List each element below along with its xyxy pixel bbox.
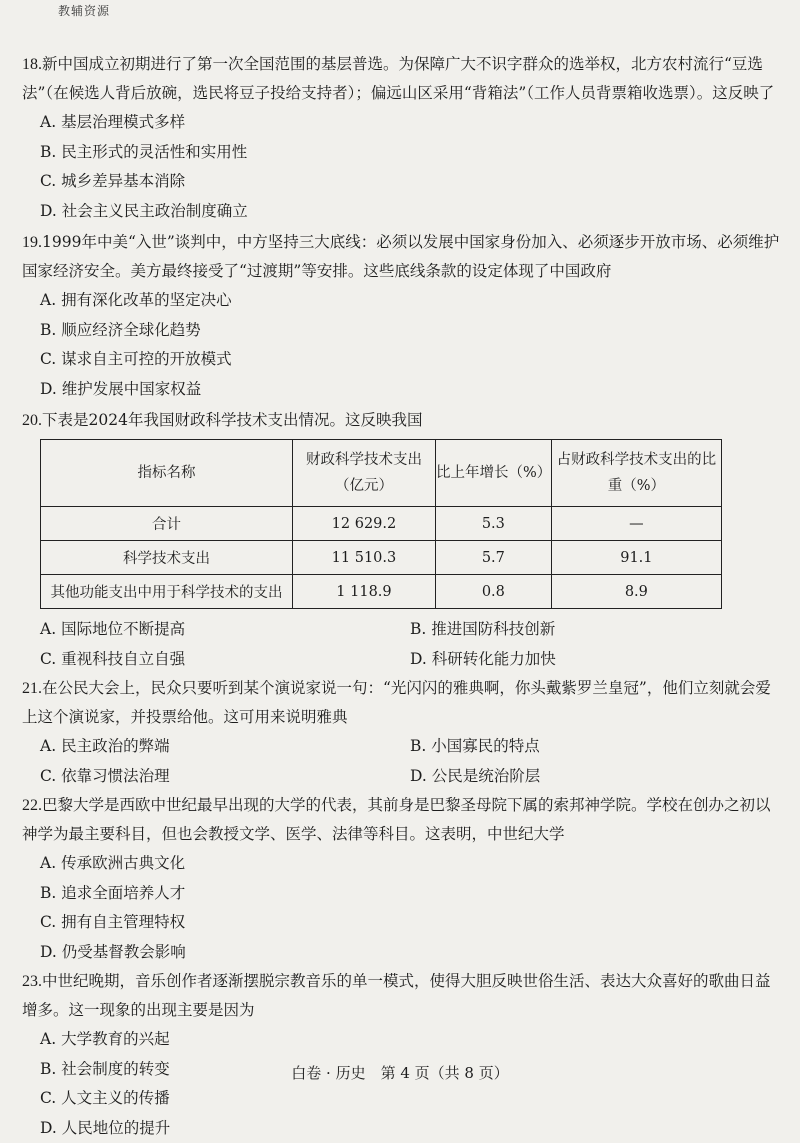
option-b[interactable]: B. 顺应经济全球化趋势 [22, 316, 782, 346]
option-d[interactable]: D. 维护发展中国家权益 [22, 375, 782, 405]
option-a[interactable]: A. 国际地位不断提高 [40, 615, 410, 645]
option-d[interactable]: D. 科研转化能力加快 [410, 645, 780, 675]
question-number: 20. [22, 412, 42, 429]
question-stem: 23.中世纪晚期，音乐创作者逐渐摆脱宗教音乐的单一模式，使得大胆反映世俗生活、表达大众喜好的歌曲日益增多。这一现象的出现主要是因为 [22, 967, 782, 1025]
question-19 [22, 228, 782, 404]
table-row: 其他功能支出中用于科学技术的支出 1 118.9 0.8 8.9 [41, 575, 722, 609]
finance-table [40, 439, 722, 609]
option-b[interactable]: B. 社会制度的转变 [22, 1055, 782, 1085]
option-c[interactable]: C. 城乡差异基本消除 [22, 167, 782, 197]
question-stem: 22.巴黎大学是西欧中世纪最早出现的大学的代表，其前身是巴黎圣母院下属的索邦神学院。学校在创办之初以神学为最主要科目，但也会教授文学、医学、法律等科目。这表明，中世纪大学 [22, 791, 782, 849]
question-stem: 21.在公民大会上，民众只要听到某个演说家说一句：“光闪闪的雅典啊，你头戴紫罗兰皇冠”，他们立刻就会爱上这个演说家，并投票给他。这可用来说明雅典 [22, 674, 782, 732]
option-b[interactable]: B. 推进国防科技创新 [410, 615, 780, 645]
table-header: 财政科学技术支出（亿元） [292, 440, 435, 507]
option-c[interactable]: C. 拥有自主管理特权 [22, 908, 782, 938]
table-header: 比上年增长（%） [435, 440, 551, 507]
option-d[interactable]: D. 仍受基督教会影响 [22, 938, 782, 968]
question-number: 18. [22, 56, 42, 73]
option-d[interactable]: D. 公民是统治阶层 [410, 762, 780, 792]
option-grid [22, 732, 782, 791]
question-23 [22, 967, 782, 1143]
question-18 [22, 50, 782, 226]
option-b[interactable]: B. 小国寡民的特点 [410, 732, 780, 762]
option-d[interactable]: D. 社会主义民主政治制度确立 [22, 197, 782, 227]
option-c[interactable]: C. 依靠习惯法治理 [40, 762, 410, 792]
table-row: 科学技术支出 11 510.3 5.7 91.1 [41, 541, 722, 575]
question-number: 21. [22, 680, 42, 697]
option-a[interactable]: A. 大学教育的兴起 [22, 1025, 782, 1055]
table-header-row [41, 440, 722, 507]
question-stem: 20.下表是2024年我国财政科学技术支出情况。这反映我国 [22, 406, 782, 435]
question-number: 22. [22, 797, 42, 814]
option-c[interactable]: C. 谋求自主可控的开放模式 [22, 345, 782, 375]
option-b[interactable]: B. 追求全面培养人才 [22, 879, 782, 909]
question-20 [22, 406, 782, 674]
table-header: 占财政科学技术支出的比重（%） [551, 440, 721, 507]
question-22 [22, 791, 782, 967]
table-header: 指标名称 [41, 440, 293, 507]
option-d[interactable]: D. 人民地位的提升 [22, 1114, 782, 1143]
question-21 [22, 674, 782, 791]
header-mark: 教辅资源 [58, 2, 110, 19]
question-area [22, 50, 782, 1143]
page-footer: 白卷 · 历史 第 4 页（共 8 页） [0, 1062, 800, 1083]
question-number: 23. [22, 973, 42, 990]
question-stem: 19.1999年中美“入世”谈判中，中方坚持三大底线：必须以发展中国家身份加入、必须逐步开放市场、必须维护国家经济安全。美方最终接受了“过渡期”等安排。这些底线条款的设定体现了中国政府 [22, 228, 782, 286]
option-c[interactable]: C. 重视科技自立自强 [40, 645, 410, 675]
option-a[interactable]: A. 拥有深化改革的坚定决心 [22, 286, 782, 316]
option-c[interactable]: C. 人文主义的传播 [22, 1084, 782, 1114]
option-b[interactable]: B. 民主形式的灵活性和实用性 [22, 138, 782, 168]
question-stem: 18.新中国成立初期进行了第一次全国范围的基层普选。为保障广大不识字群众的选举权，北方农村流行“豆选法”（在候选人背后放碗，选民将豆子投给支持者）；偏远山区采用“背箱法”（工作人员背票箱收选票）。这反映了 [22, 50, 782, 108]
option-a[interactable]: A. 基层治理模式多样 [22, 108, 782, 138]
option-a[interactable]: A. 民主政治的弊端 [40, 732, 410, 762]
table-row: 合计 12 629.2 5.3 — [41, 507, 722, 541]
option-a[interactable]: A. 传承欧洲古典文化 [22, 849, 782, 879]
question-number: 19. [22, 234, 42, 251]
option-grid [22, 615, 782, 674]
